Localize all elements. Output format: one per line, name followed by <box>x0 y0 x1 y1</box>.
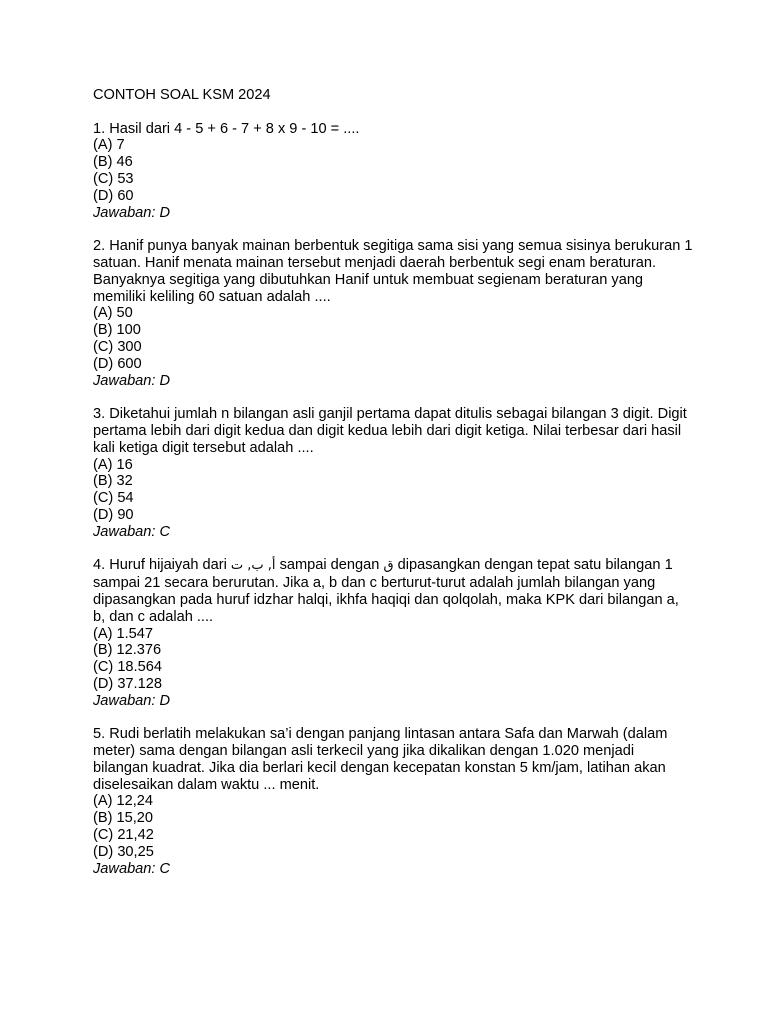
question-text: 2. Hanif punya banyak mainan berbentuk segitiga sama sisi yang semua sisinya berukuran 1 satuan. Hanif menata mainan tersebut menjadi daerah berbentuk segi enam beraturan. Banyaknya segitiga yang dibutuhkan Hanif untuk membuat segienam beraturan yang memiliki keliling 60 satuan adalah .... <box>93 238 693 305</box>
arabic-letters: أ, ب, ت <box>230 558 276 574</box>
question-4 <box>93 557 693 709</box>
option-b: (B) 32 <box>93 473 133 490</box>
option-c: (C) 21,42 <box>93 827 154 844</box>
option-d: (D) 60 <box>93 187 134 204</box>
option-c: (C) 300 <box>93 338 142 355</box>
question-text: 1. Hasil dari 4 - 5 + 6 - 7 + 8 x 9 - 10 = .... <box>93 120 360 137</box>
option-b: (B) 12.376 <box>93 642 162 659</box>
option-c: (C) 53 <box>93 170 134 187</box>
option-c: (C) 54 <box>93 490 134 507</box>
arabic-letter-end: ق <box>383 558 394 574</box>
option-b: (B) 46 <box>93 154 133 171</box>
document-title: CONTOH SOAL KSM 2024 <box>93 87 271 103</box>
document-page <box>93 87 693 894</box>
answer-key: Jawaban: C <box>93 860 171 877</box>
question-text: 3. Diketahui jumlah n bilangan asli ganjil pertama dapat ditulis sebagai bilangan 3 digit. Digit pertama lebih dari digit kedua dan digit kedua lebih dari digit ketiga. Nilai terbesar dari hasil kali ketiga digit tersebut adalah .... <box>93 406 687 456</box>
question-3 <box>93 406 693 540</box>
question-1 <box>93 121 693 222</box>
option-d: (D) 600 <box>93 355 142 372</box>
option-a: (A) 16 <box>93 456 133 473</box>
question-2 <box>93 238 693 389</box>
option-b: (B) 100 <box>93 322 141 339</box>
question-text-end: dipasangkan dengan tepat satu bilangan 1 sampai 21 secara berurutan. Jika a, b dan c berturut-turut adalah jumlah bilangan yang dipasangkan pada huruf idzhar halqi, ikhfa haqiqi dan qolqolah, maka KPK dari bilangan a, b, dan c adalah .... <box>93 557 679 625</box>
option-d: (D) 30,25 <box>93 843 154 860</box>
question-text-middle: sampai dengan <box>275 557 384 574</box>
option-b: (B) 15,20 <box>93 810 154 827</box>
answer-key: Jawaban: D <box>93 692 171 709</box>
option-d: (D) 90 <box>93 506 134 523</box>
option-c: (C) 18.564 <box>93 659 162 676</box>
question-5 <box>93 726 693 877</box>
answer-key: Jawaban: D <box>93 372 171 389</box>
option-a: (A) 7 <box>93 137 125 154</box>
option-a: (A) 1.547 <box>93 625 154 642</box>
option-a: (A) 12,24 <box>93 793 154 810</box>
question-text: 5. Rudi berlatih melakukan sa’i dengan panjang lintasan antara Safa dan Marwah (dalam meter) sama dengan bilangan asli terkecil yang jika dikalikan dengan 1.020 menjadi bilangan kuadrat. Jika dia berlari kecil dengan kecepatan konstan 5 km/jam, latihan akan diselesaikan dalam waktu ... menit. <box>93 726 668 793</box>
question-text-start: 4. Huruf hijaiyah dari <box>93 557 231 574</box>
answer-key: Jawaban: D <box>93 204 171 221</box>
option-d: (D) 37.128 <box>93 675 162 692</box>
question-text <box>93 557 693 625</box>
option-a: (A) 50 <box>93 305 133 322</box>
answer-key: Jawaban: C <box>93 523 171 540</box>
